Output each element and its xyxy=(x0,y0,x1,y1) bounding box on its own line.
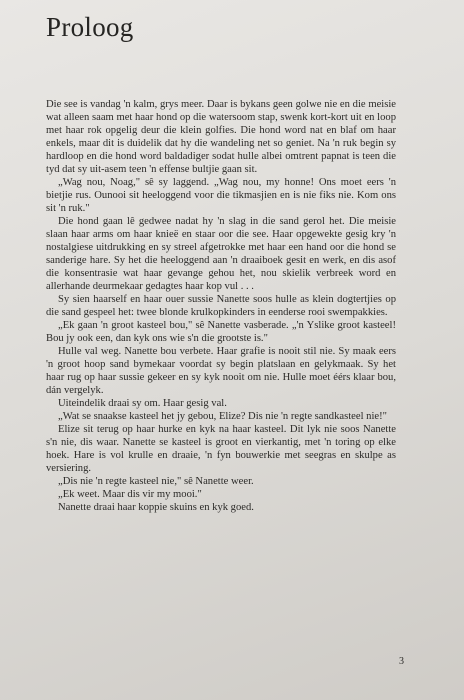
chapter-body xyxy=(46,98,396,514)
paragraph: „Wag nou, Noag," sê sy laggend. „Wag nou, my honne! Ons moet eers 'n bietjie rus. Ounooi sit heeloggend voor die tikmasjien en is nie fiks nie. Kom ons sit 'n ruk." xyxy=(46,177,396,214)
chapter-title: Proloog xyxy=(46,12,134,42)
paragraph: Elize sit terug op haar hurke en kyk na haar kasteel. Dit lyk nie soos Nanette s'n nie, dis waar. Nanette se kasteel is groot en vierkantig, met 'n toring op elke hoek. Hare is vol krulle en draaie, 'n fyn bouwerkie met seegras en skulpe as versiering. xyxy=(46,424,396,474)
page-number: 3 xyxy=(399,656,404,667)
paragraph: „Ek weet. Maar dis vir my mooi." xyxy=(58,489,202,500)
paragraph: Nanette draai haar koppie skuins en kyk goed. xyxy=(58,502,254,513)
paragraph: Die hond gaan lê gedwee nadat hy 'n slag in die sand gerol het. Die meisie slaan haar arms om haar knieë en staar oor die see. Haar opgewekte gesig kry 'n nostalgiese uitdrukking en sy streel afgetrokke met haar een hand oor die hond se sanderige hare. Sy het die heeloggend aan 'n draaiboek gesit en werk, en dis asof die konsentrasie wat haar gevange gehou het, nou skielik verbreek word en allerhande deurmekaar gedagtes haar kop vul . . . xyxy=(46,216,396,292)
paragraph: „Dis nie 'n regte kasteel nie," sê Nanette weer. xyxy=(58,476,254,487)
paragraph: Sy sien haarself en haar ouer sussie Nanette soos hulle as klein dogtertjies op die sand gespeel het: twee blonde krulkopkinders in eenderse rooi swempakkies. xyxy=(46,294,396,318)
paragraph: Hulle val weg. Nanette bou verbete. Haar grafie is nooit stil nie. Sy maak eers 'n groot hoop sand bymekaar voordat sy begin platslaan en gelykmaak. Sy het haar rug op haar sussie gekeer en sy kyk nooit om nie. Hulle moet éérs klaar bou, dán vergelyk. xyxy=(46,346,396,396)
paragraph: Uiteindelik draai sy om. Haar gesig val. xyxy=(58,398,227,409)
paragraph: Die see is vandag 'n kalm, grys meer. Daar is bykans geen golwe nie en die meisie wat alleen saam met haar hond op die watersoom stap, swenk kort-kort uit en loop met haar rok opgelig deur die klein golfies. Die hond word nat en blaf om haar enkels, maar dit is duidelik dat hy die wandeling net so geniet. Na 'n ruk begin sy hardloop en die hond word baldadiger sodat hulle albei omtrent papnat is teen die tyd dat sy uit-asem teen 'n effense bultjie gaan sit. xyxy=(46,99,396,175)
paragraph: „Ek gaan 'n groot kasteel bou," sê Nanette vasberade. „'n Yslike groot kasteel! Bou jy ook een, dan kyk ons wie s'n die grootste is." xyxy=(46,320,396,344)
paragraph: „Wat se snaakse kasteel het jy gebou, Elize? Dis nie 'n regte sandkasteel nie!" xyxy=(58,411,387,422)
